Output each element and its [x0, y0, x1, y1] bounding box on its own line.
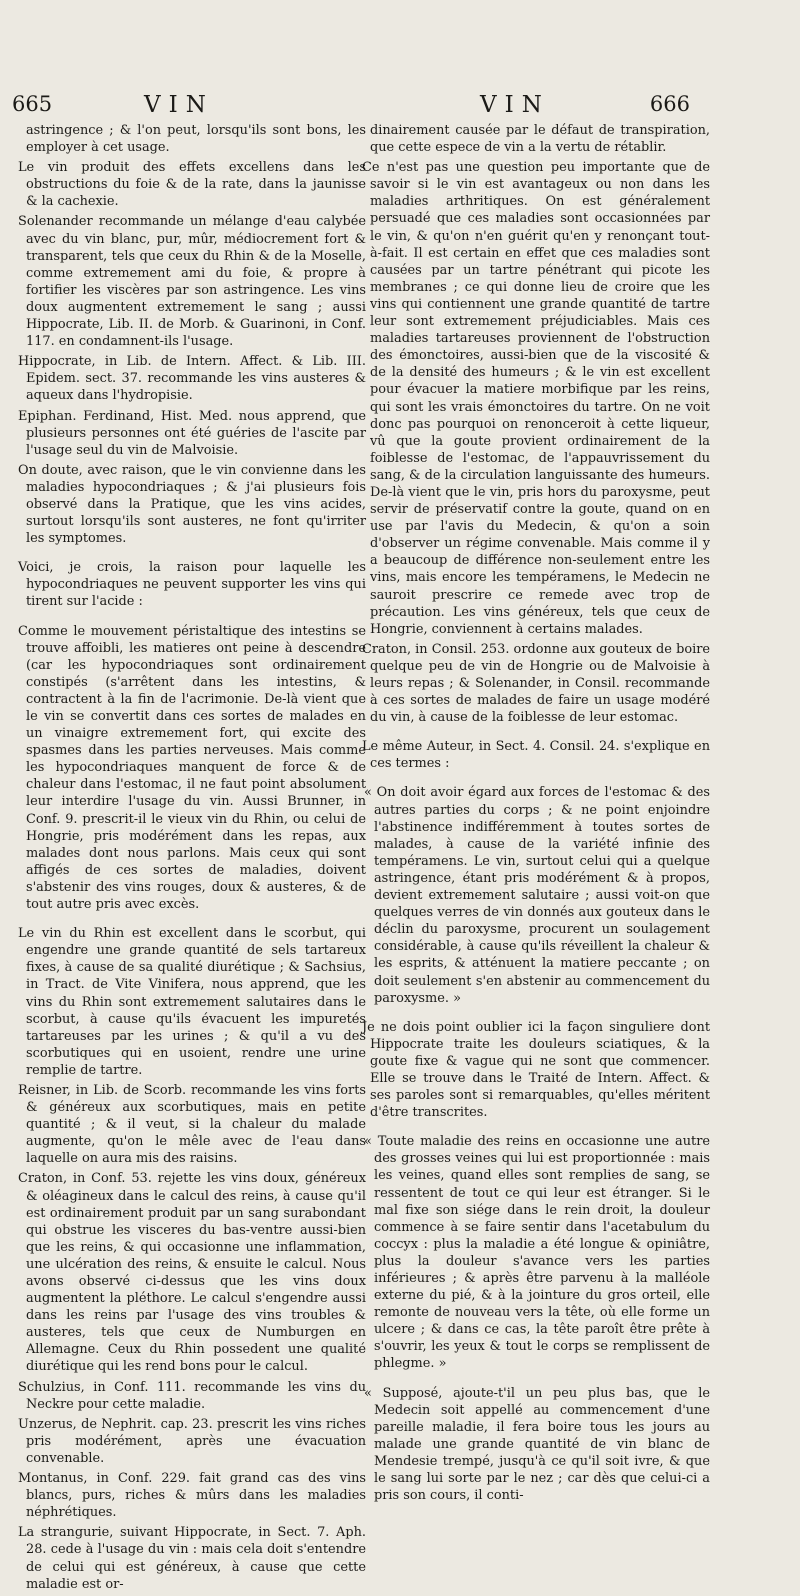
right-column — [362, 122, 710, 1507]
paragraph: Unzerus, de Nephrit. cap. 23. prescrit les vins riches pris modérément, après une évacuation convenable. — [18, 1416, 366, 1466]
running-header — [0, 92, 800, 126]
running-title-left: VIN — [144, 92, 214, 118]
page-number-left: 665 — [12, 92, 53, 116]
paragraph: Ce n'est pas une question peu importante que de savoir si le vin est avantageux ou non dans les maladies arthritiques. On est généralement persuadé que ces maladies sont occasionnées par le vin, & qu'on n'en guérit qu'en y renonçant tout-à-fait. Il est certain en effet que ces maladies sont causées par un tartre pénétrant qui picote les membranes ; ce qui donne lieu de croire que les vins qui contiennent une grande quantité de tartre leur sont extremement préjudiciables. Mais ces maladies tartareuses proviennent de l'obstruction des émonctoires, aussi-bien que de la viscosité & de la densité des humeurs ; & le vin est excellent pour évacuer la matiere morbifique par les reins, qui sont les vrais émonctoires du tartre. On ne voit donc pas pourquoi on renonceroit à cette liqueur, vû que la goute provient ordinairement de la foiblesse de l'estomac, de l'appauvrissement du sang, & de la circulation languissante des humeurs. De-là vient que le vin, pris hors du paroxysme, peut servir de préservatif contre la goute, quand on en use par l'avis du Medecin, & qu'on a soin d'observer un régime convenable. Mais comme il y a beaucoup de différence non-seulement entre les vins, mais encore les tempéramens, le Medecin ne sauroit prescrire ce remede avec trop de précaution. Les vins généreux, tels que ceux de Hongrie, conviennent à certains malades. — [362, 160, 710, 637]
paragraph: Epiphan. Ferdinand, Hist. Med. nous apprend, que plusieurs personnes ont été guéries de l'ascite par l'usage seul du vin de Malvoisie. — [18, 408, 366, 458]
quotation: « On doit avoir égard aux forces de l'estomac & des autres parties du corps ; & ne point enjoindre l'abstinence indifféremment à toutes sortes de malades, à cause de la variété infinie des tempéramens. Le vin, surtout celui qui a quelque astringence, étant pris modérément & à propos, devient extremement salutaire ; aussi voit-on que quelques verres de vin donnés aux gouteux dans le déclin du paroxysme, procurent un soulagement considérable, à cause qu'ils réveillent la chaleur & les esprits, & atténuent la matiere peccante ; on doit seulement s'en abstenir au commencement du paroxysme. » — [364, 785, 710, 1006]
paragraph: Montanus, in Conf. 229. fait grand cas des vins blancs, purs, riches & mûrs dans les maladies néphrétiques. — [18, 1471, 366, 1521]
paragraph: Le vin du Rhin est excellent dans le scorbut, qui engendre une grande quantité de sels tartareux fixes, à cause de sa qualité diurétique ; & Sachsius, in Tract. de Vite Vinifera, nous apprend, que les vins du Rhin sont extremement salutaires dans le scorbut, à cause qu'ils évacuent les impuretés tartareuses par les urines ; & qu'il a vu des scorbutiques qui en usoient, rendre une urine remplie de tartre. — [18, 926, 366, 1078]
paragraph: Craton, in Conf. 53. rejette les vins doux, généreux & oléagineux dans le calcul des reins, à cause qu'il est ordinairement produit par un sang surabondant qui obstrue les visceres du bas-ventre aussi-bien que les reins, & qui occasionne une inflammation, une ulcération des reins, & ensuite le calcul. Nous avons observé ci-dessus que les vins doux augmentent la pléthore. Le calcul s'engendre aussi dans les reins par l'usage des vins troubles & austeres, tels que ceux de Numburgen en Allemagne. Ceux du Rhin possedent une qualité diurétique qui les rend bons pour le calcul. — [18, 1171, 366, 1375]
paragraph: dinairement causée par le défaut de transpiration, que cette espece de vin a la vertu de rétablir. — [370, 123, 710, 156]
paragraph: On doute, avec raison, que le vin convienne dans les maladies hypocondriaques ; & j'ai plusieurs fois observé dans la Pratique, que les vins acides, surtout lorsqu'ils sont austeres, ne font qu'irriter les symptomes. — [18, 462, 366, 547]
page-number-right: 666 — [649, 92, 690, 116]
running-title-right: VIN — [480, 92, 550, 118]
paragraph: La strangurie, suivant Hippocrate, in Sect. 7. Aph. 28. cede à l'usage du vin : mais cela doit s'entendre de celui qui est généreux, à cause que cette maladie est or- — [18, 1525, 366, 1592]
left-column — [18, 122, 366, 1596]
paragraph: Hippocrate, in Lib. de Intern. Affect. & Lib. III. Epidem. sect. 37. recommande les vins austeres & aqueux dans l'hydropisie. — [18, 354, 366, 404]
paragraph: Craton, in Consil. 253. ordonne aux gouteux de boire quelque peu de vin de Hongrie ou de Malvoisie à leurs repas ; & Solenander, in Consil. recommande à ces sortes de malades de faire un usage modéré du vin, à cause de la foiblesse de leur estomac. — [362, 641, 710, 726]
quotation: « Supposé, ajoute-t'il un peu plus bas, que le Medecin soit appellé au commencement d'une pareille maladie, il fera boire tous les jours au malade une grande quantité de vin blanc de Mendesie trempé, jusqu'à ce qu'il soit ivre, & que le sang lui sorte par le nez ; car dès que celui-ci a pris son cours, il conti- — [364, 1385, 710, 1504]
paragraph: Reisner, in Lib. de Scorb. recommande les vins forts & généreux aux scorbutiques, mais en petite quantité ; & il veut, si la chaleur du malade augmente, qu'on le mêle avec de l'eau dans laquelle on aura mis des raisins. — [18, 1082, 366, 1167]
paragraph: Le même Auteur, in Sect. 4. Consil. 24. s'explique en ces termes : — [362, 739, 710, 772]
paragraph: Solenander recommande un mélange d'eau calybée avec du vin blanc, pur, mûr, médiocrement fort & transparent, tels que ceux du Rhin & de la Moselle, comme extremement ami du foie, & propre à fortifier les viscères par son astringence. Les vins doux augmentent extremement le sang ; aussi Hippocrate, Lib. II. de Morb. & Guarinoni, in Conf. 117. en condamnent-ils l'usage. — [18, 214, 366, 350]
paragraph: Schulzius, in Conf. 111. recommande les vins du Neckre pour cette maladie. — [18, 1379, 366, 1412]
paragraph: Je ne dois point oublier ici la façon singuliere dont Hippocrate traite les douleurs sciatiques, & la goute fixe & vague qui ne sont que commencer. Elle se trouve dans le Traité de Intern. Affect. & ses paroles sont si remarquables, qu'elles méritent d'être transcrites. — [362, 1019, 710, 1121]
paragraph: Voici, je crois, la raison pour laquelle les hypocondriaques ne peuvent supporter les vins qui tirent sur l'acide : — [18, 560, 366, 610]
paragraph: Comme le mouvement péristaltique des intestins se trouve affoibli, les matieres ont peine à descendre (car les hypocondriaques sont ordinairement constipés (s'arrêtent dans les intestins, & contractent à la fin de l'acrimonie. De-là vient que le vin se convertit dans ces sortes de malades en un vinaigre extremement fort, qui excite des spasmes dans les parties nerveuses. Mais comme les hypocondriaques manquent de force & de chaleur dans l'estomac, il ne faut point absolument leur interdire l'usage du vin. Aussi Brunner, in Conf. 9. prescrit-il le vieux vin du Rhin, ou celui de Hongrie, pris modérément dans les repas, aux malades dont nous parlons. Mais ceux qui sont affigés de ces sortes de maladies, doivent s'abstenir des vins rouges, doux & austeres, & de tout autre pris avec excès. — [18, 623, 366, 913]
paragraph: Le vin produit des effets excellens dans les obstructions du foie & de la rate, dans la jaunisse & la cachexie. — [18, 160, 366, 210]
quotation: « Toute maladie des reins en occasionne une autre des grosses veines qui lui est proportionnée : mais les veines, quand elles sont remplies de sang, se ressentent de tout ce qui leur est étranger. Si le mal fixe son siége dans le rein droit, la douleur commence à se faire sentir dans l'acetabulum du coccyx : plus la maladie a été longue & opiniâtre, plus la douleur s'avance vers les parties inférieures ; & après être parvenu à la malléole externe du pié, & à la jointure du gros orteil, elle remonte de nouveau vers la tête, où elle forme un ulcere ; & dans ce cas, la tête paroît être prête à s'ouvrir, les yeux & tout le corps se remplissent de phlegme. » — [364, 1134, 710, 1372]
paragraph: astringence ; & l'on peut, lorsqu'ils sont bons, les employer à cet usage. — [26, 123, 366, 156]
